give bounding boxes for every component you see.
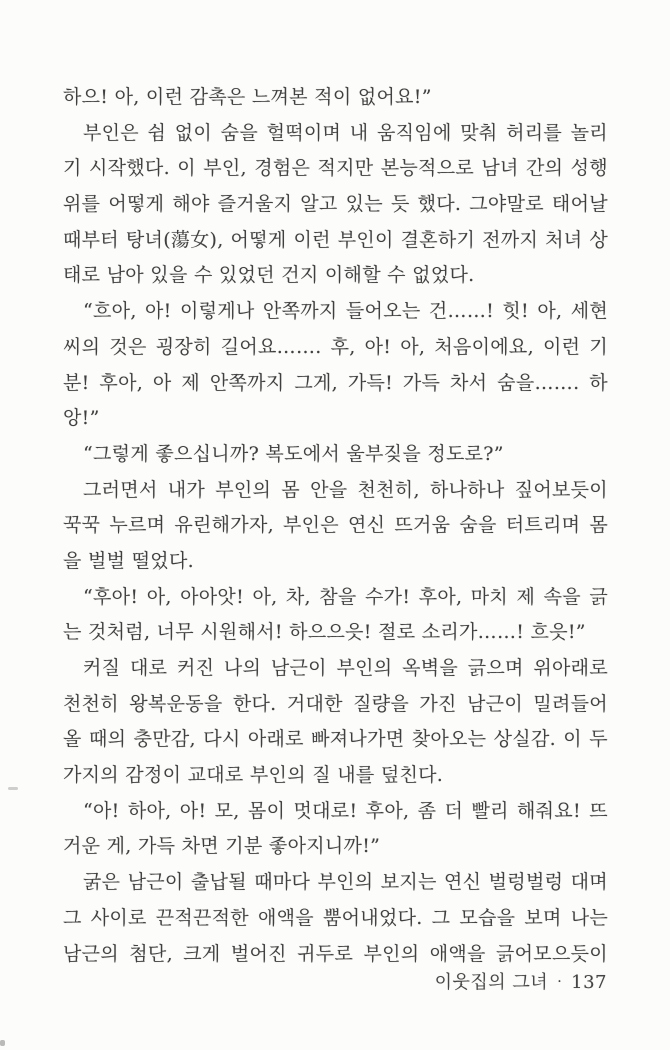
text-line: 부인은 쉼 없이 숨을 헐떡이며 내 움직임에 맞춰 허리를 놀리: [83, 121, 608, 144]
scan-artifact: [0, 1040, 5, 1046]
footer-separator-dot: ·: [557, 974, 563, 990]
text-line: 천천히 왕복운동을 한다. 거대한 질량을 가진 남근이 밀려들어: [63, 692, 608, 715]
text-line: 위를 어떻게 해야 즐거울지 알고 있는 듯 했다. 그야말로 태어날: [63, 193, 608, 216]
text-line: 태로 남아 있을 수 있었던 건지 이해할 수 없었다.: [63, 264, 475, 287]
text-line: 꾹꾹 누르며 유린해가자, 부인은 연신 뜨거움 숨을 터트리며 몸: [63, 514, 608, 537]
text-line: 을 벌벌 떨었다.: [63, 549, 194, 572]
text-line: “아! 하아, 아! 모, 몸이 멋대로! 후아, 좀 더 빨리 해줘요! 뜨: [83, 799, 608, 822]
chapter-title: 이웃집의 그녀: [434, 972, 549, 993]
text-line: 분! 후아, 아 제 안쪽까지 그게, 가득! 가득 차서 숨을……. 하: [63, 371, 608, 394]
text-line: 올 때의 충만감, 다시 아래로 빠져나가면 찾아오는 상실감. 이 두: [63, 728, 608, 751]
text-line: 하으! 아, 이런 감촉은 느껴본 적이 없어요!”: [63, 86, 432, 108]
scan-artifact: [8, 787, 18, 790]
body-text: [63, 80, 608, 972]
text-line: “그렇게 좋으십니까? 복도에서 울부짖을 정도로?”: [83, 442, 504, 465]
text-line: 때부터 탕녀(蕩女), 어떻게 이런 부인이 결혼하기 전까지 처녀 상: [63, 228, 608, 251]
text-line: 그 사이로 끈적끈적한 애액을 뿜어내었다. 그 모습을 보며 나는: [63, 906, 608, 929]
text-line: 앙!”: [63, 407, 100, 430]
text-line: “후아! 아, 아아앗! 아, 차, 참을 수가! 후아, 마치 제 속을 긁: [83, 585, 608, 608]
text-line: 남근의 첨단, 크게 벌어진 귀두로 부인의 애액을 긁어모으듯이: [63, 942, 608, 965]
running-footer: [435, 968, 607, 998]
text-line: 가지의 감정이 교대로 부인의 질 내를 덮친다.: [63, 764, 444, 787]
text-line: 굵은 남근이 출납될 때마다 부인의 보지는 연신 벌렁벌렁 대며: [83, 871, 608, 894]
text-line: 기 시작했다. 이 부인, 경험은 적지만 본능적으로 남녀 간의 성행: [63, 157, 608, 180]
text-line: “흐아, 아! 이렇게나 안쪽까지 들어오는 건……! 힛! 아, 세현: [83, 300, 608, 323]
text-line: 는 것처럼, 너무 시원해서! 하으으읏! 절로 소리가……! 흐읏!”: [63, 621, 586, 644]
text-line: 그러면서 내가 부인의 몸 안을 천천히, 하나하나 짚어보듯이: [83, 478, 608, 501]
text-line: 거운 게, 가득 차면 기분 좋아지니까!”: [63, 835, 381, 858]
text-line: 커질 대로 커진 나의 남근이 부인의 옥벽을 긁으며 위아래로: [83, 657, 608, 679]
text-line: 씨의 것은 굉장히 길어요……. 후, 아! 아, 처음이에요, 이런 기: [63, 335, 608, 358]
page-number: 137: [571, 972, 607, 993]
